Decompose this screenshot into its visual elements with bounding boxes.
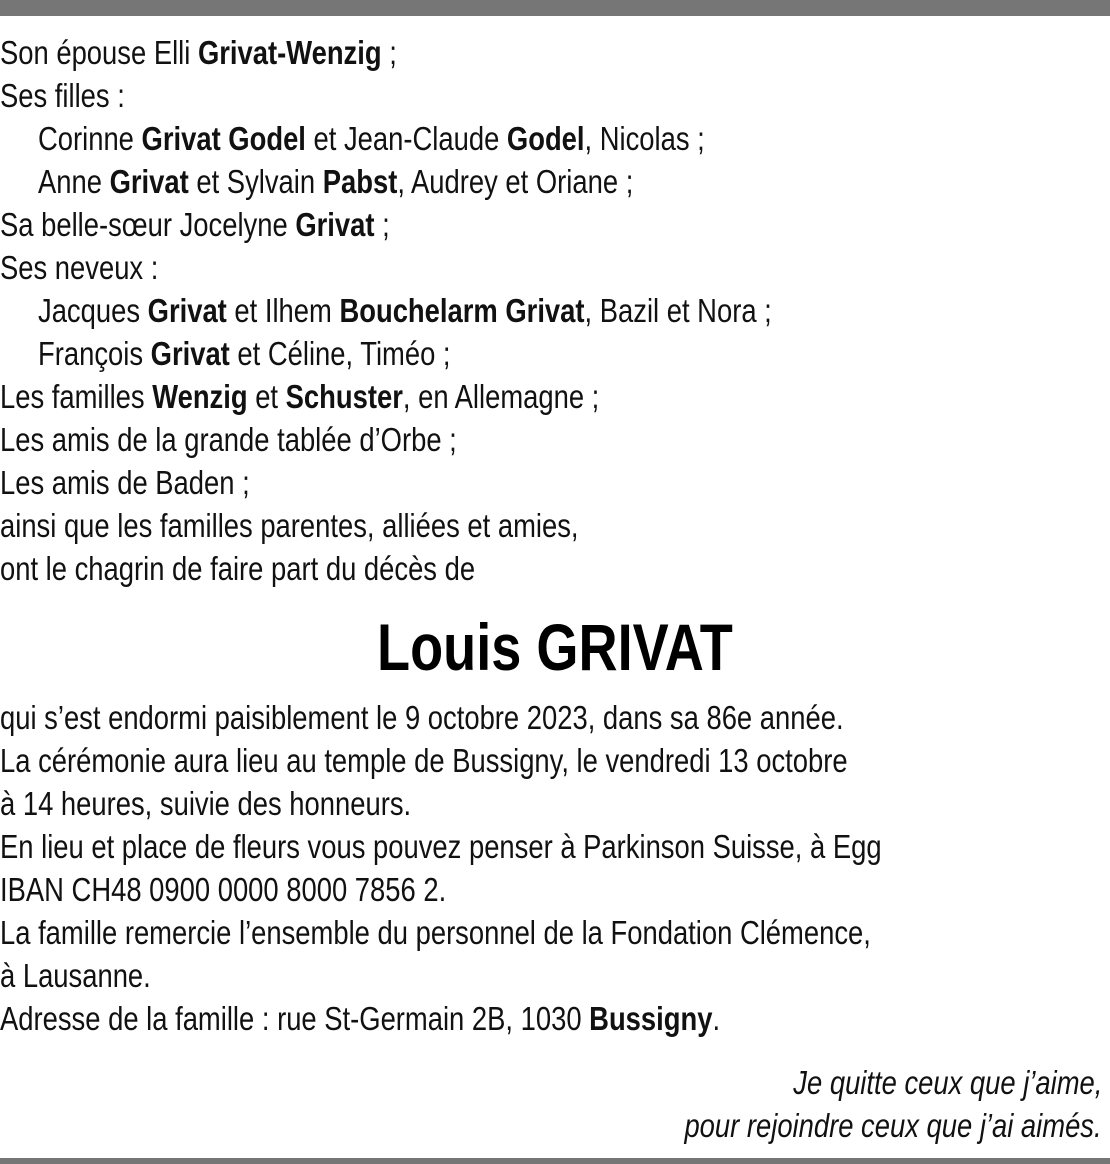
text-segment: Jacques	[38, 292, 148, 329]
bold-name: Wenzig	[152, 378, 248, 415]
text-segment: Adresse de la famille : rue St-Germain 2B, 1030	[0, 1000, 590, 1037]
text-segment: .	[712, 1000, 721, 1037]
text-segment: à 14 heures, suivie des honneurs.	[0, 785, 412, 822]
text-segment: En lieu et place de fleurs vous pouvez penser à Parkinson Suisse, à Egg	[0, 828, 882, 865]
bold-name: Godel	[506, 120, 585, 157]
bold-name: Grivat-Wenzig	[197, 34, 382, 71]
quote-line-2: pour rejoindre ceux que j’ai aimés.	[684, 1107, 1102, 1144]
bold-name: Pabst	[322, 163, 398, 200]
text-segment: La famille remercie l’ensemble du personnel de la Fondation Clémence,	[0, 914, 871, 951]
text-line	[0, 31, 397, 74]
text-segment: ;	[381, 34, 397, 71]
deceased-name	[0, 612, 1110, 682]
text-segment: et Sylvain	[188, 163, 323, 200]
bottom-border-bar	[0, 1158, 1110, 1164]
text-segment: Les amis de Baden ;	[0, 464, 250, 501]
text-line	[0, 547, 475, 590]
text-line	[0, 375, 599, 418]
text-segment: Ses neveux :	[0, 249, 159, 286]
text-segment: et Ilhem	[226, 292, 340, 329]
text-line	[0, 997, 720, 1040]
text-line	[0, 74, 125, 117]
text-segment: ont le chagrin de faire part du décès de	[0, 550, 476, 587]
bold-name: Schuster	[285, 378, 403, 415]
text-segment: , Nicolas ;	[584, 120, 705, 157]
bold-name: Grivat	[295, 206, 375, 243]
text-line	[0, 825, 882, 868]
bold-name: Grivat Godel	[141, 120, 306, 157]
bold-name: Bussigny	[589, 1000, 713, 1037]
text-line	[0, 504, 579, 547]
text-segment: La cérémonie aura lieu au temple de Bussigny, le vendredi 13 octobre	[0, 742, 848, 779]
text-line	[38, 332, 451, 375]
text-segment: Son épouse Elli	[0, 34, 198, 71]
bold-name: Grivat	[150, 335, 230, 372]
text-segment: à Lausanne.	[0, 957, 151, 994]
text-line	[0, 246, 158, 289]
text-line	[0, 696, 844, 739]
text-line	[38, 117, 705, 160]
text-segment: , en Allemagne ;	[402, 378, 600, 415]
text-line	[0, 782, 411, 825]
text-line	[0, 203, 390, 246]
top-border-bar	[0, 0, 1110, 16]
text-line	[0, 868, 446, 911]
text-segment: ainsi que les familles parentes, alliées et amies,	[0, 507, 579, 544]
bold-name: Grivat	[147, 292, 227, 329]
text-segment: et Jean-Claude	[305, 120, 507, 157]
text-segment: François	[38, 335, 151, 372]
text-segment: qui s’est endormi paisiblement le 9 octobre 2023, dans sa 86e année.	[0, 699, 844, 736]
text-line	[0, 954, 151, 997]
text-segment: ;	[374, 206, 390, 243]
text-segment: , Bazil et Nora ;	[584, 292, 772, 329]
text-line	[38, 289, 772, 332]
text-segment: Les amis de la grande tablée d’Orbe ;	[0, 421, 457, 458]
text-line	[0, 418, 457, 461]
text-segment: et	[247, 378, 286, 415]
bold-name: Bouchelarm Grivat	[339, 292, 585, 329]
text-segment: Sa belle-sœur Jocelyne	[0, 206, 296, 243]
text-segment: IBAN CH48 0900 0000 8000 7856 2.	[0, 871, 447, 908]
text-segment: Corinne	[38, 120, 142, 157]
text-segment: Les familles	[0, 378, 153, 415]
text-segment: et Céline, Timéo ;	[229, 335, 451, 372]
quote-line-1: Je quitte ceux que j’aime,	[792, 1064, 1102, 1101]
text-line	[0, 461, 250, 504]
text-line	[0, 911, 871, 954]
text-segment: Ses filles :	[0, 77, 125, 114]
text-line	[0, 739, 848, 782]
bold-name: Grivat	[109, 163, 189, 200]
deceased-name-text: Louis GRIVAT	[377, 610, 733, 684]
text-line	[38, 160, 633, 203]
text-segment: , Audrey et Oriane ;	[397, 163, 634, 200]
text-segment: Anne	[38, 163, 110, 200]
